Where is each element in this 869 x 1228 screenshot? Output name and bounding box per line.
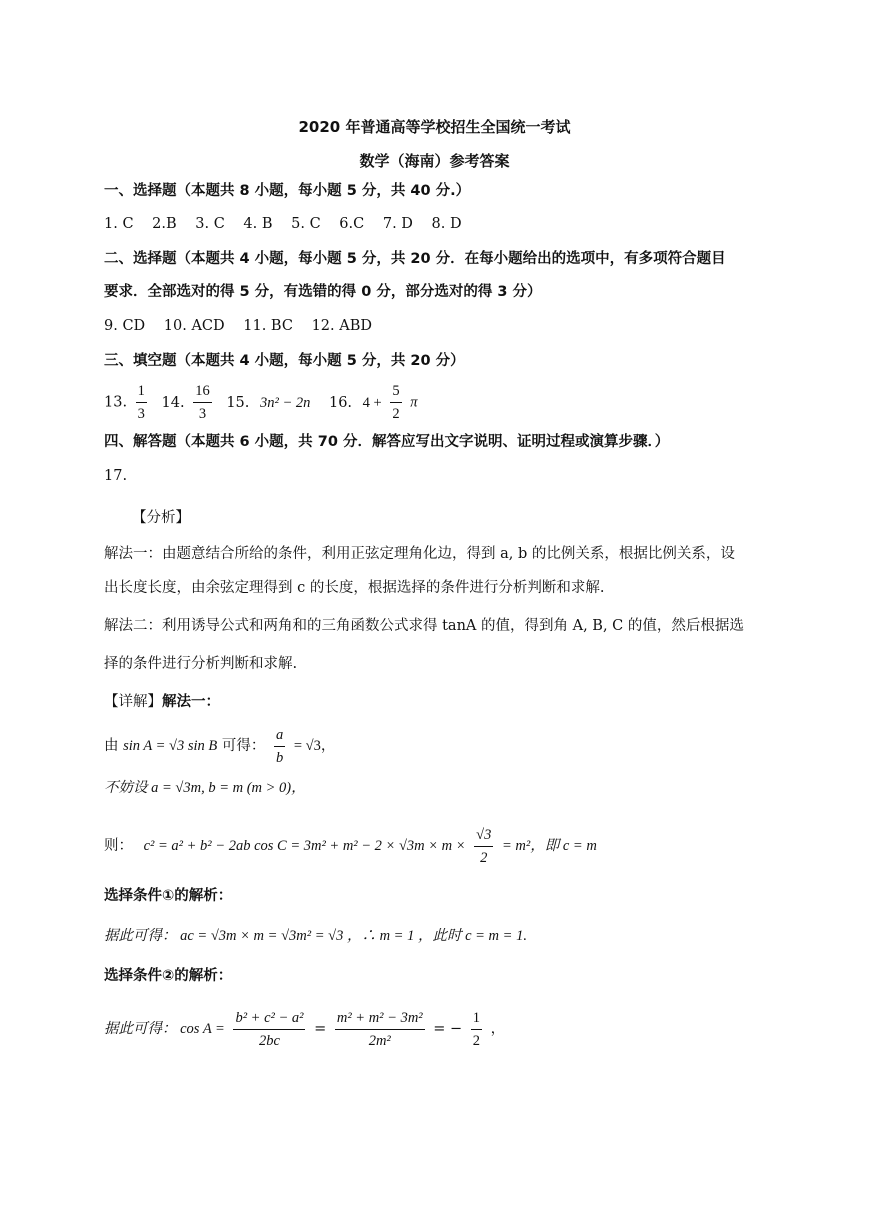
answer-q10: 10. ACD (163, 318, 225, 334)
step1-expression: sin A = √3 sin B (123, 738, 218, 754)
answer-q1: 1. C (104, 216, 134, 232)
answer-q6: 6.C (339, 216, 365, 232)
method1-line1: 解法一：由题意结合所给的条件，利用正弦定理角化边，得到 a, b 的比例关系，根据比例关系，设 (104, 546, 735, 562)
condition1-heading: 选择条件①的解析： (104, 888, 233, 904)
cond2-fraction1: $\frac{\text{b² + c² − a²}}{2bc}$ (233, 1007, 305, 1052)
detail-label: 【详解】 (104, 694, 162, 710)
method1-line2: 出长度长度，由余弦定理得到 c 的长度，根据选择的条件进行分析判断和求解. (104, 580, 605, 596)
detail-step1: 由 sin A = √3 sin B 可得： $\frac{a}{b}$ = √3， (104, 722, 335, 770)
step3-fraction: $\frac{√3}{2}$ (474, 824, 493, 869)
detail-method: 解法一： (162, 694, 220, 710)
answer-q15-value: 3n² − 2n (259, 394, 311, 411)
answer-q16-label: 16. (328, 394, 353, 411)
detail-step2: 不妨设 a = √3m, b = m (m > 0)， (104, 780, 306, 796)
section2-heading-line1: 二、选择题（本题共 4 小题，每小题 5 分，共 20 分．在每小题给出的选项中，有多项符合题目 (104, 251, 726, 267)
answer-q12: 12. ABD (311, 318, 372, 334)
answer-q13-fraction: $\frac{1}{3}$ (136, 380, 147, 425)
answer-q8: 8. D (431, 216, 462, 232)
analysis-label: 【分析】 (132, 510, 190, 526)
step1-fraction: $\frac{a}{b}$ (274, 724, 285, 769)
answer-q14-label: 14. (161, 394, 185, 411)
answer-q13-label: 13. (104, 394, 128, 411)
document-subtitle: 数学（海南）参考答案 (359, 152, 510, 170)
answer-q16-prefix: 4 + (362, 394, 382, 411)
answer-q5: 5. C (291, 216, 321, 232)
answer-q16-suffix: π (410, 394, 418, 411)
answer-q9: 9. CD (104, 318, 146, 334)
section2-heading-line2: 要求．全部选对的得 5 分，有选错的得 0 分，部分选对的得 3 分） (104, 284, 542, 300)
method2-line2: 择的条件进行分析判断和求解. (104, 656, 298, 672)
q17-label: 17. (104, 468, 128, 484)
answer-q2: 2.B (152, 216, 177, 232)
document-title: 2020 年普通高等学校招生全国统一考试 (298, 118, 571, 136)
section2-answers (104, 316, 386, 336)
section1-answers (104, 214, 476, 234)
section3-answers (104, 380, 417, 425)
answer-q16-fraction: $\frac{5}{2}$ (390, 380, 401, 425)
cond2-fraction2: $\frac{\text{m² + m² − 3m²}}{\text{2m²}}$ (335, 1007, 425, 1052)
section1-heading: 一、选择题（本题共 8 小题，每小题 5 分，共 40 分.） (104, 183, 471, 199)
answer-q11: 11. BC (243, 318, 293, 334)
condition1-text: 据此可得： ac = √3m × m = √3m² = √3 ，∴ m = 1 ，此时 c = m = 1. (104, 928, 527, 944)
condition2-text: 据此可得： cos A = $\frac{\text{b² + c² − a²}}{2bc}$ = $\frac{\text{m² + m² − 3m²}}{\text{2m²}}$ = − $\frac{1}{2}$ ， (104, 1004, 505, 1054)
method2-line1: 解法二：利用诱导公式和两角和的三角函数公式求得 tanA 的值，得到角 A, B, C 的值，然后根据选 (104, 618, 744, 634)
answer-q7: 7. D (382, 216, 413, 232)
step3-expression: c² = a² + b² − 2ab cos C = 3m² + m² − 2 × √3m × m × (143, 838, 466, 854)
answer-q4: 4. B (243, 216, 273, 232)
section3-heading: 三、填空题（本题共 4 小题，每小题 5 分，共 20 分） (104, 353, 465, 369)
detail-step3: 则： c² = a² + b² − 2ab cos C = 3m² + m² − 2 × √3m × m × $\frac{√3}{2}$ = m²，即 c = m (104, 822, 597, 870)
answer-q14-fraction: $\frac{16}{3}$ (193, 380, 212, 425)
answer-q3: 3. C (195, 216, 225, 232)
answer-q15-label: 15. (226, 394, 250, 411)
detail-heading (104, 692, 220, 712)
section4-heading: 四、解答题（本题共 6 小题，共 70 分．解答应写出文字说明、证明过程或演算步骤．） (104, 434, 670, 450)
cond2-fraction3: $\frac{1}{2}$ (471, 1007, 482, 1052)
condition2-heading: 选择条件②的解析： (104, 968, 233, 984)
